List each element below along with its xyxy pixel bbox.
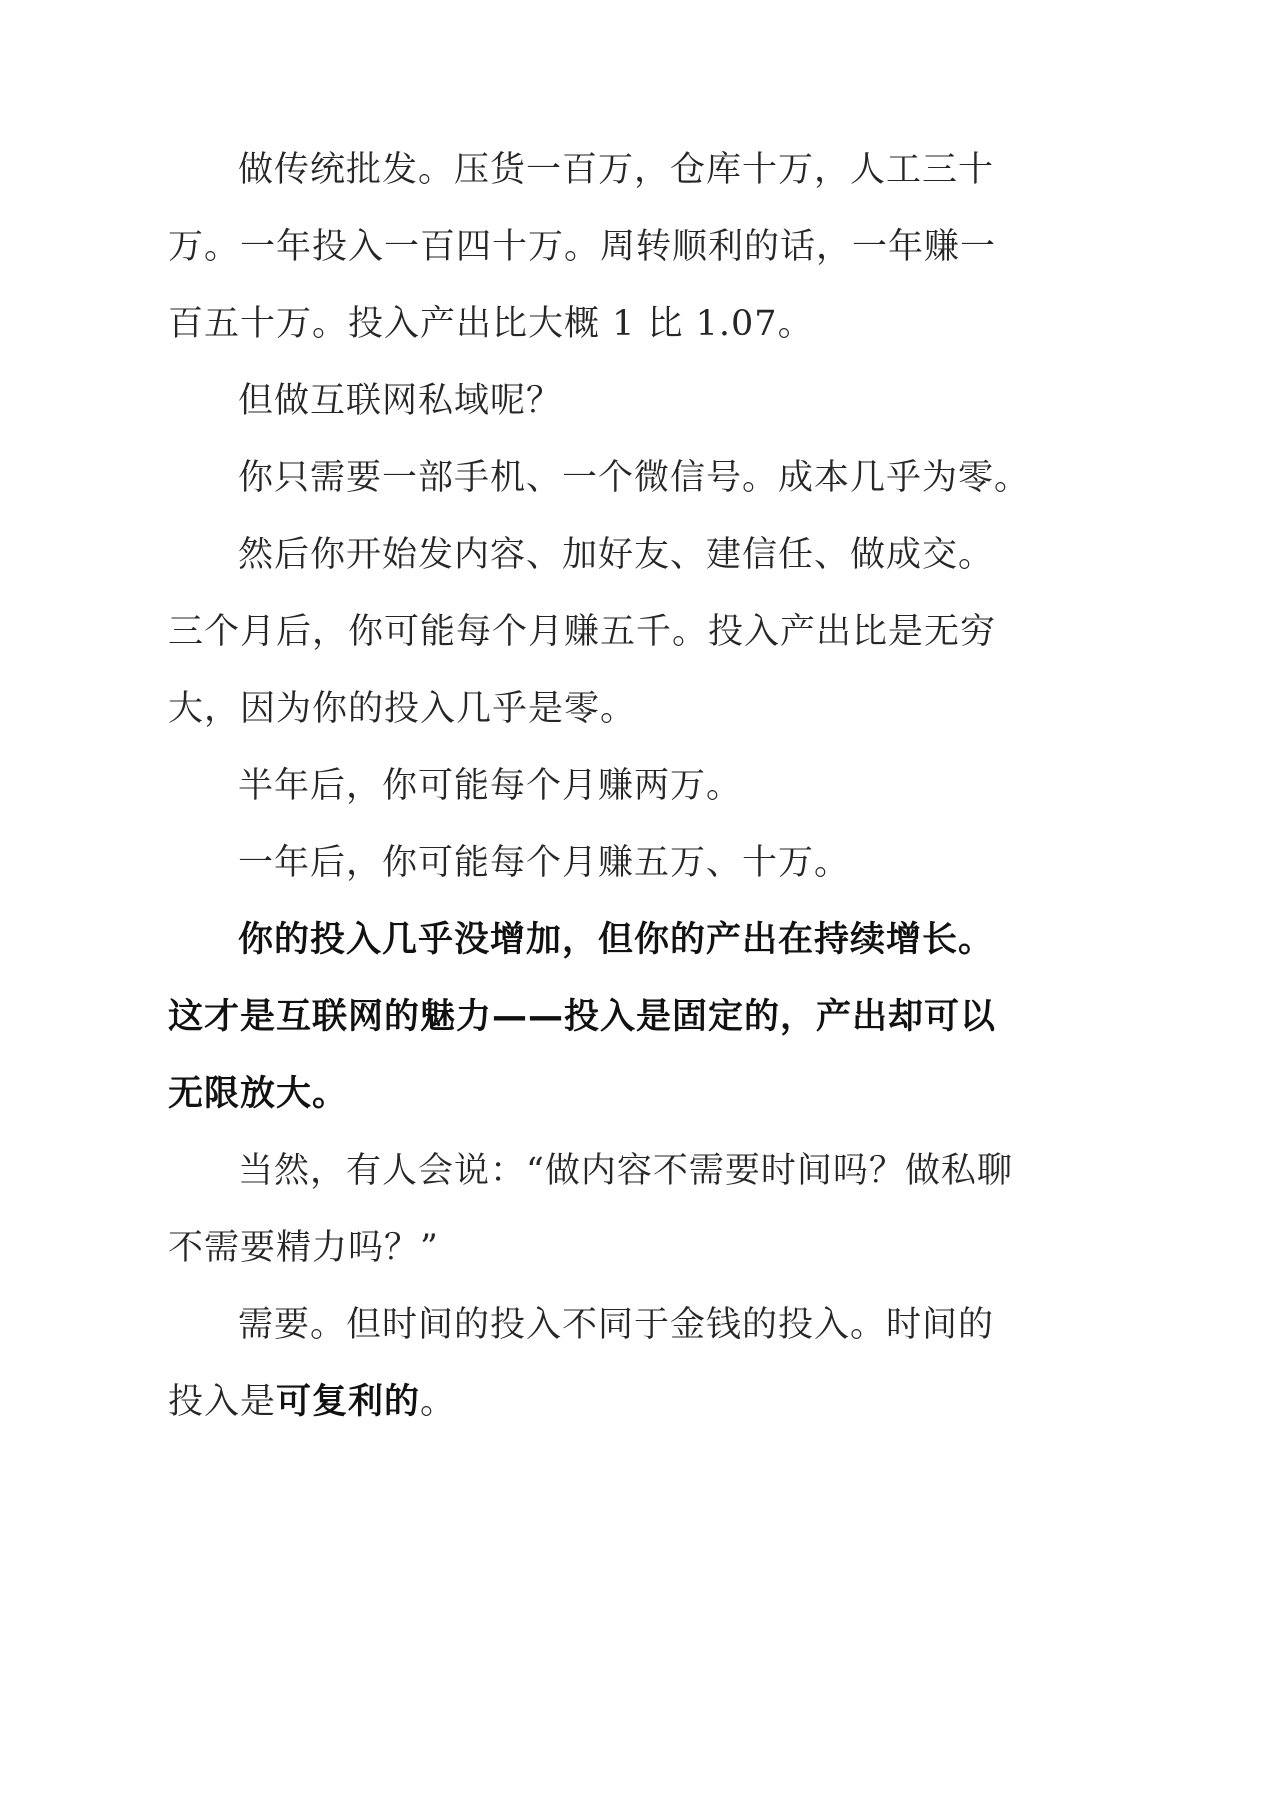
text-line: 做传统批发。压货一百万，仓库十万，人工三十 [238,150,995,190]
paragraph-question [168,363,1128,440]
text-line: 你只需要一部手机、一个微信号。成本几乎为零。 [238,458,1031,498]
text-line: 不需要精力吗？” [168,1228,439,1268]
bold-text-line: 你的投入几乎没增加，但你的产出在持续增长。 [238,920,995,960]
text-line: 万。一年投入一百四十万。周转顺利的话，一年赚一 [168,227,997,267]
text-line [168,1364,1128,1441]
paragraph-one-year [168,825,1128,902]
paragraph-content [168,517,1128,748]
text-line: 半年后，你可能每个月赚两万。 [238,766,743,806]
text-segment: 投入是 [168,1382,277,1422]
paragraph-emphasis [168,902,1128,1133]
paragraph-half-year [168,748,1128,825]
paragraph-objection [168,1133,1128,1287]
bold-text-line: 这才是互联网的魅力——投入是固定的，产出却可以 [168,997,997,1037]
text-line: 大，因为你的投入几乎是零。 [168,689,637,729]
bold-text-segment: 可复利的 [276,1382,421,1422]
text-line: 一年后，你可能每个月赚五万、十万。 [238,843,851,883]
text-line: 然后你开始发内容、加好友、建信任、做成交。 [238,535,995,575]
text-line: 百五十万。投入产出比大概 1 比 1.07。 [168,304,814,344]
text-line: 需要。但时间的投入不同于金钱的投入。时间的 [238,1305,995,1345]
text-line: 三个月后，你可能每个月赚五千。投入产出比是无穷 [168,612,997,652]
text-segment: 。 [420,1382,457,1422]
body-text [168,132,1128,1441]
text-line: 当然，有人会说：“做内容不需要时间吗？做私聊 [238,1151,1013,1191]
paragraph-phone [168,440,1128,517]
paragraph-wholesale [168,132,1128,363]
paragraph-answer [168,1287,1128,1441]
text-line: 但做互联网私域呢？ [238,381,563,421]
bold-text-line: 无限放大。 [168,1074,349,1114]
